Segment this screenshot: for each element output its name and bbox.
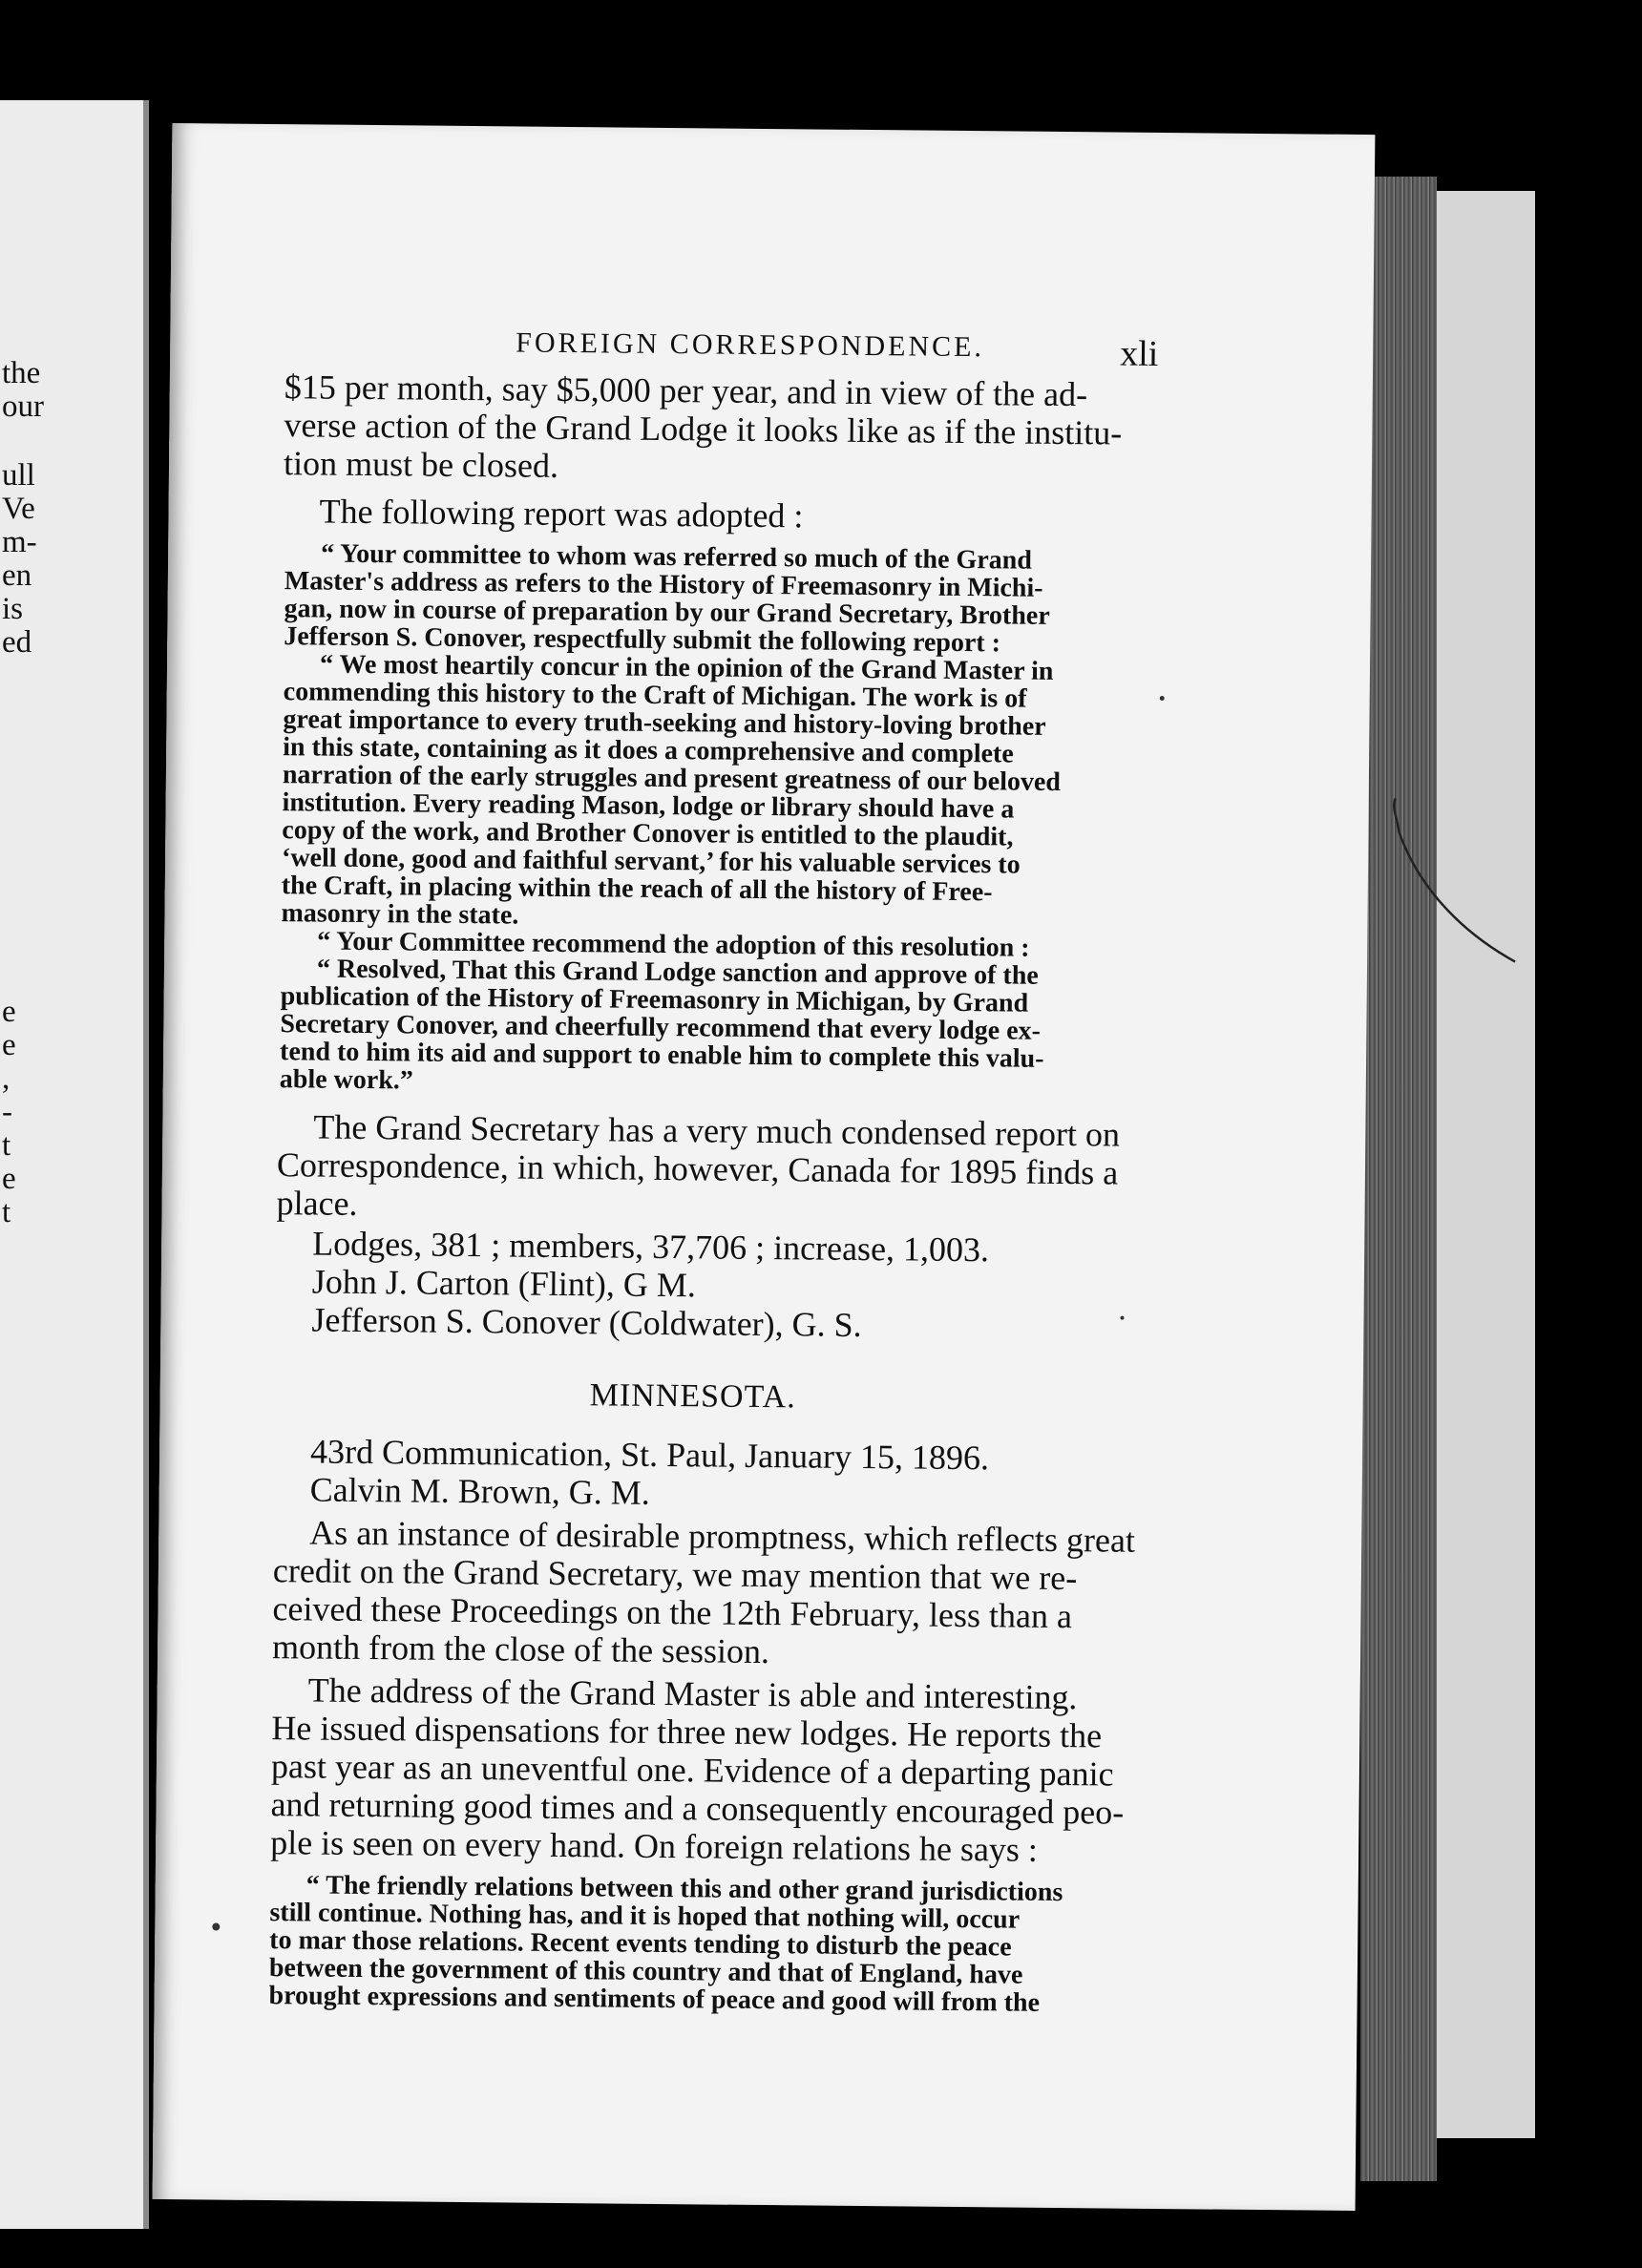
text-line: tion must be closed. xyxy=(283,444,559,485)
quote-line: Master's address as refers to the History of Freemasonry in Michi- xyxy=(284,566,1043,603)
quote-line: able work.” xyxy=(279,1064,414,1096)
stats-line: John J. Carton (Flint), G M. xyxy=(311,1262,697,1305)
left-fragment: is xyxy=(2,592,24,626)
left-fragment: t xyxy=(2,1128,11,1163)
text-line: month from the close of the session. xyxy=(271,1628,770,1671)
quote-line: institution. Every reading Mason, lodge or library should have a xyxy=(282,788,1015,825)
left-fragment: e xyxy=(2,1162,16,1196)
left-fragment: our xyxy=(2,389,44,424)
minnesota-paragraph-2 xyxy=(270,1670,1131,1870)
quote-line: “ We most heartily concur in the opinion of the Grand Master in xyxy=(319,649,1054,686)
book-page xyxy=(153,123,1376,2211)
quote-line: “ Your Committee recommend the adoption of this resolution : xyxy=(317,926,1030,963)
page-edges xyxy=(1360,177,1437,2181)
left-fragment: m- xyxy=(2,525,37,559)
text-line: and returning good times and a consequently encouraged peo- xyxy=(270,1785,1125,1832)
left-fragment: the xyxy=(2,356,41,390)
text-line: ceived these Proceedings on the 12th February, less than a xyxy=(272,1589,1073,1636)
left-page-edge xyxy=(0,100,149,2229)
text-line: The following report was adopted : xyxy=(319,492,804,536)
left-fragment: ed xyxy=(2,625,32,660)
text-line: Calvin M. Brown, G. M. xyxy=(309,1470,650,1512)
secretary-paragraph xyxy=(276,1107,1136,1230)
quote-line: “ Resolved, That this Grand Lodge sanction and approve of the xyxy=(316,954,1039,991)
left-fragment: ull xyxy=(2,458,35,493)
quote-line: to mar those relations. Recent events tending to disturb the peace xyxy=(269,1925,1012,1963)
speck xyxy=(1160,696,1165,701)
quote-line: ‘well done, good and faithful servant,’ for his valuable services to xyxy=(281,843,1021,880)
left-fragment: e xyxy=(2,1028,16,1062)
page-number: xli xyxy=(1119,333,1159,374)
quote-line: copy of the work, and Brother Conover is entitled to the plaudit, xyxy=(282,815,1014,852)
quote-line: great importance to every truth-seeking and history-loving brother xyxy=(283,704,1046,742)
text-line: $15 per month, say $5,000 per year, and in view of the ad- xyxy=(284,368,1088,414)
quote-line: tend to him its aid and support to enable him to complete this valu- xyxy=(279,1037,1044,1074)
text-line: Correspondence, in which, however, Canada for 1895 finds a xyxy=(276,1145,1119,1192)
text-line: ple is seen on every hand. On foreign relations he says : xyxy=(269,1823,1039,1869)
quote-line: masonry in the state. xyxy=(281,898,519,931)
quote-line: “ The friendly relations between this and other grand jurisdictions xyxy=(305,1870,1063,1908)
text-line: place. xyxy=(276,1184,358,1223)
back-cover xyxy=(1427,191,1535,2138)
text-line: credit on the Grand Secretary, we may mention that we re- xyxy=(272,1551,1078,1598)
speck xyxy=(1120,1316,1124,1320)
quote-line: publication of the History of Freemasonry in Michigan, by Grand xyxy=(280,981,1029,1018)
pencil-mark xyxy=(1386,793,1522,966)
quote-line: the Craft, in placing within the reach of all the history of Free- xyxy=(281,871,993,908)
quote-line: Jefferson S. Conover, respectfully submit the following report : xyxy=(284,621,1001,659)
stats-line: Jefferson S. Conover (Coldwater), G. S. xyxy=(311,1300,862,1344)
text-line: The Grand Secretary has a very much condensed report on xyxy=(313,1107,1121,1154)
quote-line: still continue. Nothing has, and it is hoped that nothing will, occur xyxy=(269,1898,1021,1935)
quote-line: in this state, containing as it does a comprehensive and complete xyxy=(283,732,1014,769)
quote-line: commending this history to the Craft of Michigan. The work is of xyxy=(283,677,1027,714)
quote-line: Secretary Conover, and cheerfully recommend that every lodge ex- xyxy=(280,1009,1042,1046)
left-fragment: - xyxy=(2,1095,12,1129)
quote-line: “ Your committee to whom was referred so much of the Grand xyxy=(320,538,1032,576)
text-line: The address of the Grand Master is able and interesting. xyxy=(307,1670,1078,1717)
section-heading: MINNESOTA. xyxy=(589,1377,796,1416)
left-fragment: en xyxy=(2,558,32,593)
running-head: FOREIGN CORRESPONDENCE. xyxy=(516,326,985,364)
quote-line: between the government of this country and that of England, have xyxy=(268,1953,1023,1990)
left-fragment: , xyxy=(2,1061,11,1096)
minnesota-communication xyxy=(274,1432,1134,1517)
left-fragment: t xyxy=(2,1195,11,1229)
text-line: 43rd Communication, St. Paul, January 15, 1896. xyxy=(309,1432,990,1478)
michigan-stats xyxy=(275,1224,1135,1347)
quote-line: brought expressions and sentiments of peace and good will from the xyxy=(268,1981,1041,2018)
minnesota-quote xyxy=(269,1871,1129,2018)
stats-line: Lodges, 381 ; members, 37,706 ; increase, 1,003. xyxy=(312,1224,990,1270)
quote-line: gan, now in course of preparation by our Grand Secretary, Brother xyxy=(284,594,1050,631)
left-fragment: e xyxy=(2,995,16,1029)
quote-line: narration of the early struggles and present greatness of our beloved xyxy=(282,760,1062,797)
michigan-quote xyxy=(280,539,1145,1102)
speck xyxy=(212,1922,220,1930)
text-line: past year as an uneventful one. Evidence of a departing panic xyxy=(270,1747,1114,1794)
text-line: verse action of the Grand Lodge it looks like as if the institu- xyxy=(284,406,1123,452)
report-adopted-line xyxy=(283,492,1142,538)
text-line: As an instance of desirable promptness, which reflects great xyxy=(309,1513,1136,1560)
intro-paragraph xyxy=(284,368,1144,491)
left-fragment: Ve xyxy=(2,492,35,526)
text-line: He issued dispensations for three new lodges. He reports the xyxy=(271,1709,1103,1755)
minnesota-paragraph-1 xyxy=(271,1513,1136,1674)
